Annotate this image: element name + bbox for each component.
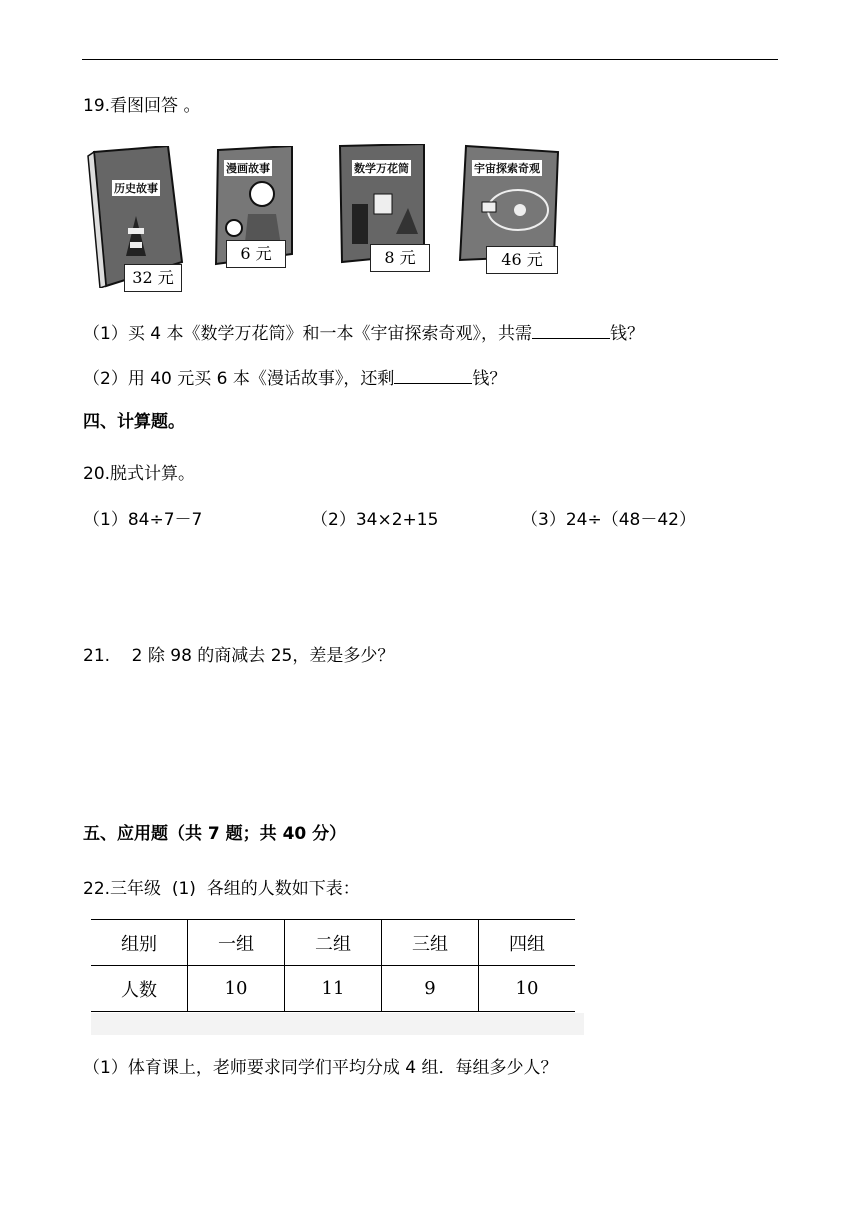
table-cell: 10 xyxy=(188,966,285,1012)
question-21: 21. 2 除 98 的商减去 25，差是多少？ xyxy=(83,646,395,666)
book-title: 数学万花筒 xyxy=(354,162,409,175)
table-header-row xyxy=(91,920,575,966)
book-space-wonders xyxy=(458,142,562,269)
question-20-title: 20.脱式计算。 xyxy=(83,464,196,484)
table-cell: 一组 xyxy=(188,920,285,966)
section-4-title: 四、计算题。 xyxy=(83,412,185,432)
group-count-table xyxy=(91,919,575,1012)
question-22-title: 22.三年级 (1) 各组的人数如下表： xyxy=(83,879,360,899)
section-5-title: 五、应用题（共 7 题；共 40 分） xyxy=(83,824,347,844)
table-cell: 11 xyxy=(285,966,382,1012)
table-cell: 10 xyxy=(479,966,576,1012)
price-tag: 6 元 xyxy=(226,240,286,268)
book-title: 漫画故事 xyxy=(226,162,270,175)
table-cell: 9 xyxy=(382,966,479,1012)
part-1-text: （1）买 4 本《数学万花筒》和一本《宇宙探索奇观》，共需 xyxy=(83,324,532,344)
table-scan-shade xyxy=(91,1013,584,1035)
calc-item-2: （2）34×2+15 xyxy=(311,510,439,530)
table-cell: 四组 xyxy=(479,920,576,966)
header-rule xyxy=(82,59,778,60)
question-19-part-2 xyxy=(83,366,506,390)
table-cell: 三组 xyxy=(382,920,479,966)
part-1-suffix: 钱？ xyxy=(609,324,644,344)
table-cell: 二组 xyxy=(285,920,382,966)
book-illustrations xyxy=(82,138,582,298)
question-19-title: 19.看图回答 。 xyxy=(83,96,201,116)
book-history-stories xyxy=(86,146,186,288)
question-19-part-1 xyxy=(83,321,644,345)
calc-item-3: （3）24÷（48－42） xyxy=(521,510,696,530)
calc-item-1: （1）84÷7－7 xyxy=(83,510,203,530)
price-tag: 8 元 xyxy=(370,244,430,272)
table-cell: 人数 xyxy=(91,966,188,1012)
price-tag: 46 元 xyxy=(486,246,558,274)
table-cell: 组别 xyxy=(91,920,188,966)
book-title: 历史故事 xyxy=(114,182,158,195)
book-comic-stories xyxy=(212,146,296,268)
table-row xyxy=(91,966,575,1012)
part-2-suffix: 钱？ xyxy=(472,369,507,389)
book-title: 宇宙探索奇观 xyxy=(474,162,540,175)
answer-blank[interactable] xyxy=(532,321,610,339)
answer-blank[interactable] xyxy=(394,366,472,384)
part-2-text: （2）用 40 元买 6 本《漫话故事》，还剩 xyxy=(83,369,395,389)
book-math-kaleidoscope xyxy=(338,144,428,270)
question-22-part-1: （1）体育课上，老师要求同学们平均分成 4 组．每组多少人？ xyxy=(83,1058,558,1078)
price-tag: 32 元 xyxy=(124,264,182,292)
